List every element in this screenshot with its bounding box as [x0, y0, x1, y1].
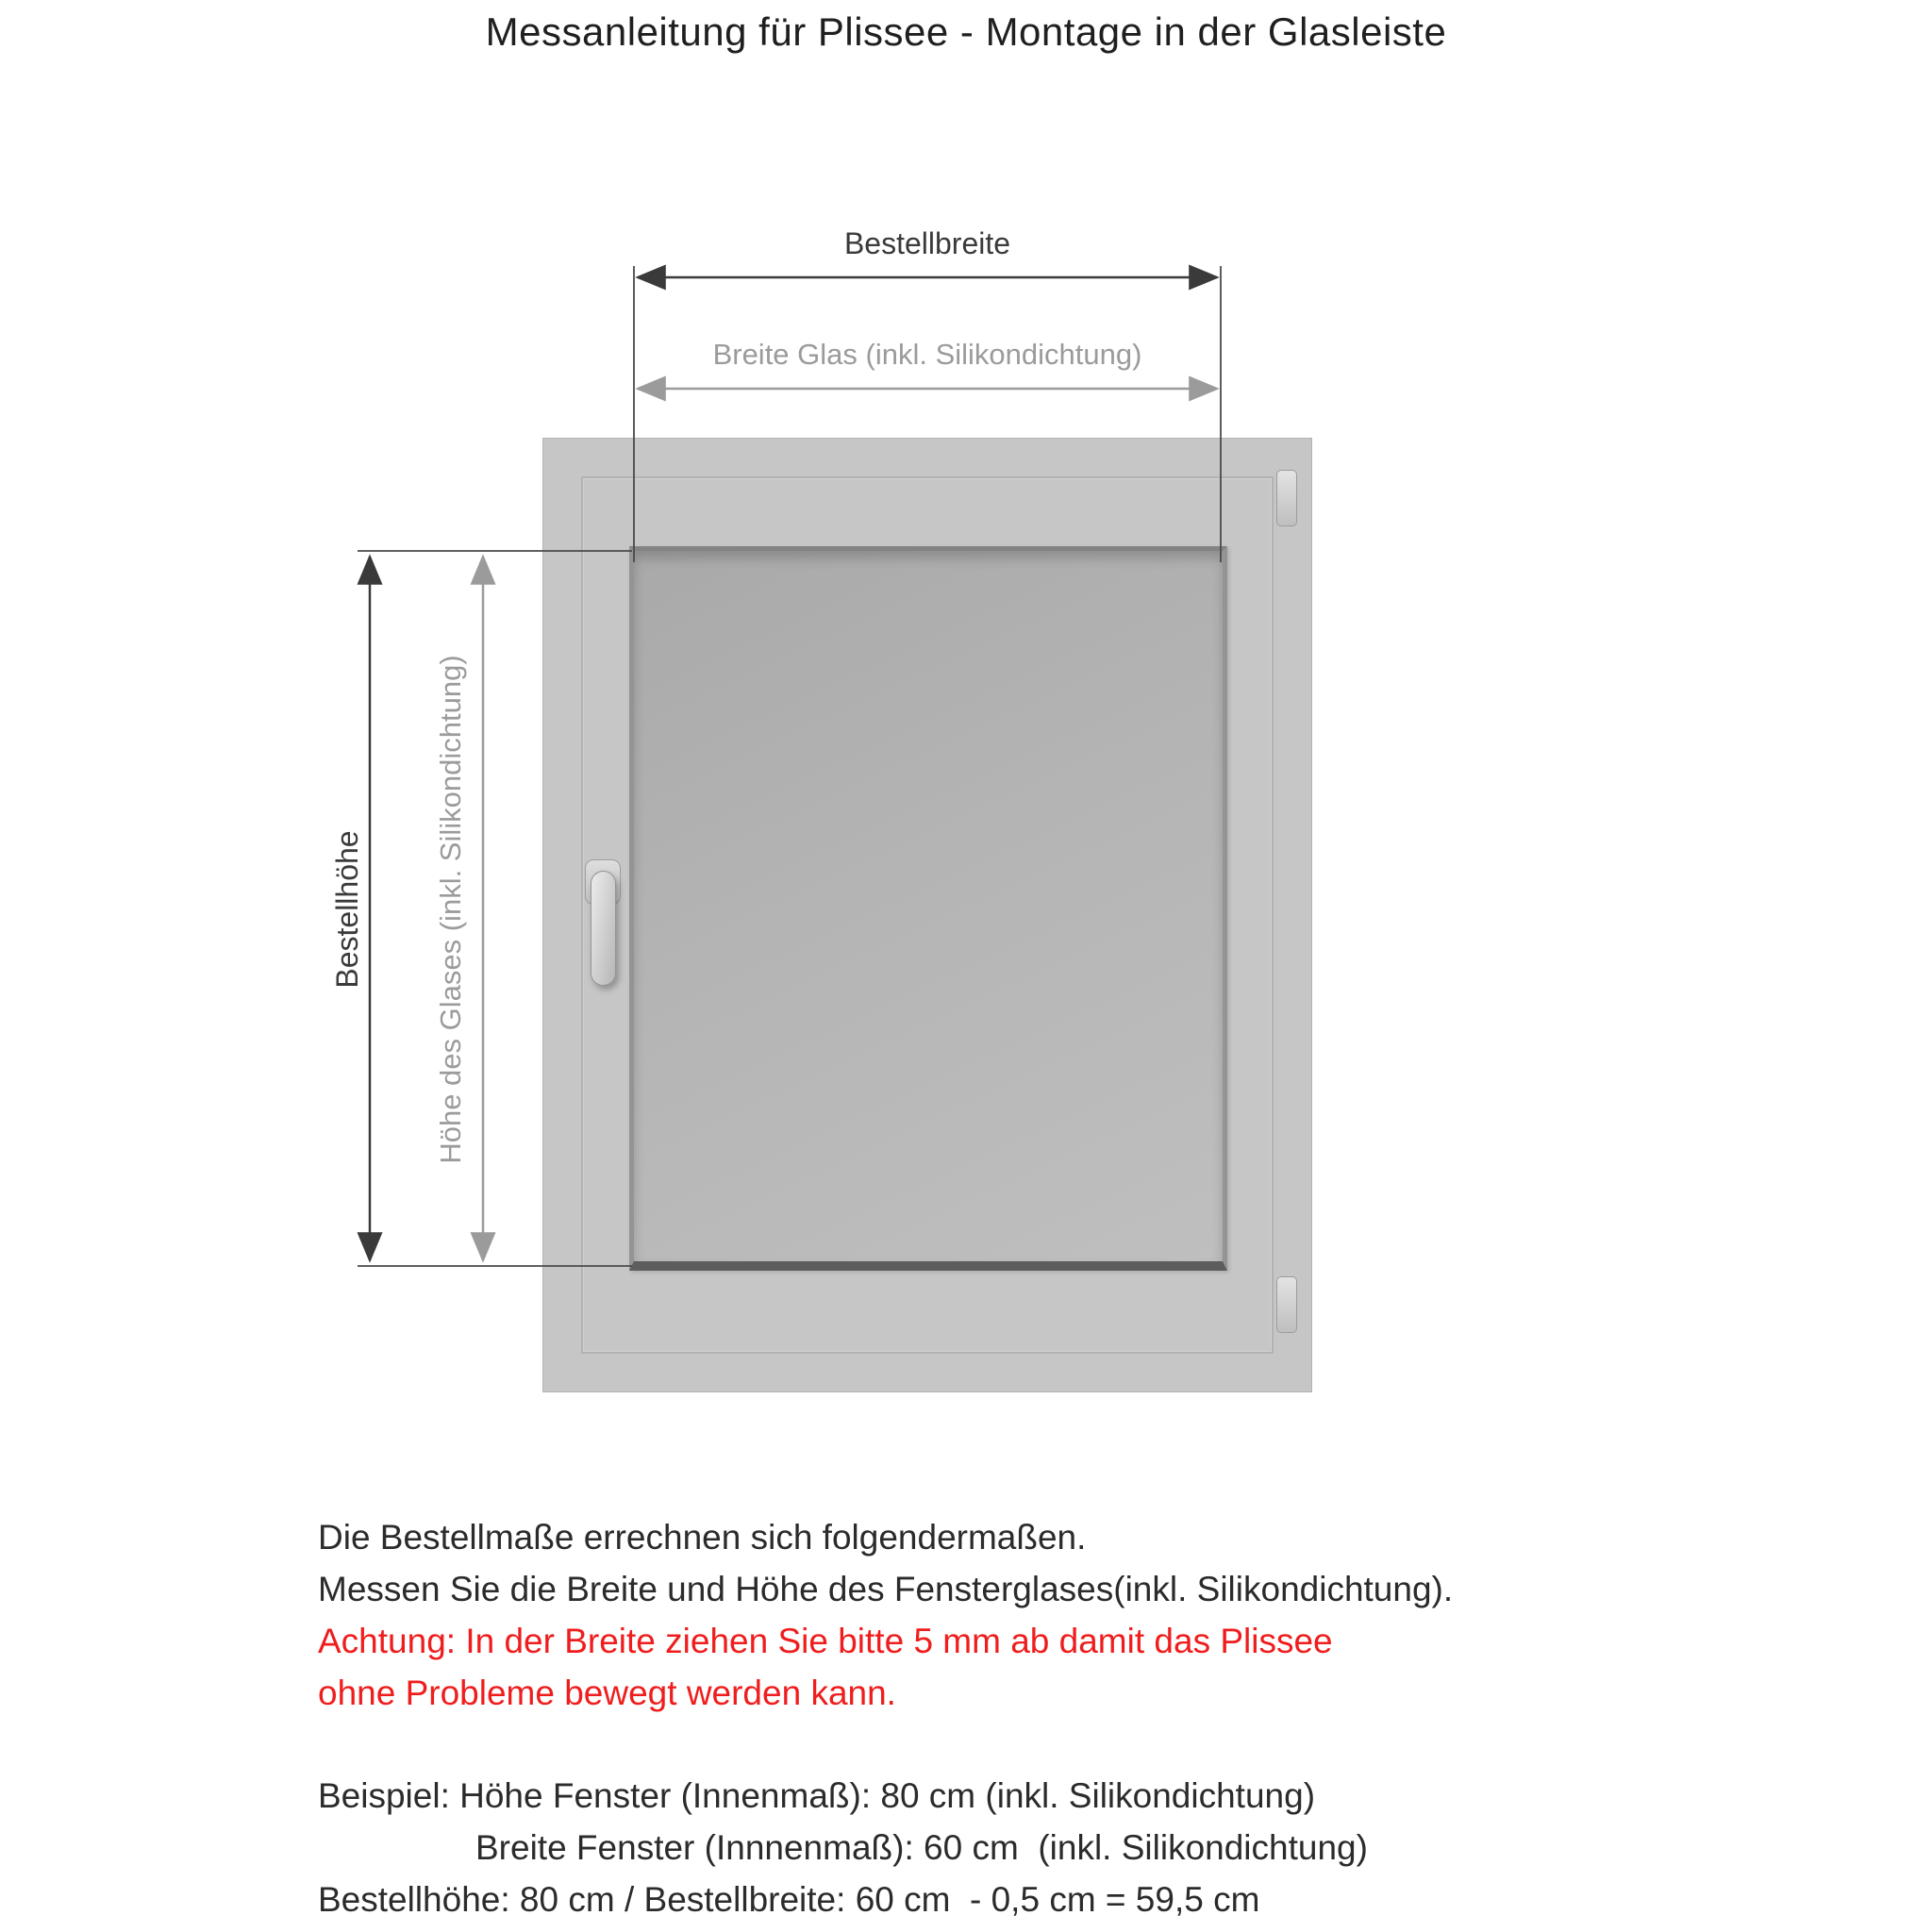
- order-height-label: Bestellhöhe: [330, 830, 364, 989]
- instruction-line-2: Messen Sie die Breite und Höhe des Fensterglases(inkl. Silikondichtung).: [318, 1570, 1454, 1608]
- page-title: Messanleitung für Plissee - Montage in der Glasleiste: [485, 9, 1447, 54]
- window-glass: [629, 546, 1227, 1271]
- example-block: [318, 1770, 1368, 1925]
- glass-width-label: Breite Glas (inkl. Silikondichtung): [712, 338, 1142, 371]
- example-line-3: Bestellhöhe: 80 cm / Bestellbreite: 60 cm - 0,5 cm = 59,5 cm: [318, 1880, 1260, 1919]
- example-line-2: Breite Fenster (Innnenmaß): 60 cm (inkl. Silikondichtung): [475, 1828, 1368, 1867]
- instructions-block: [318, 1511, 1453, 1719]
- warning-line-2: ohne Probleme bewegt werden kann.: [318, 1674, 896, 1712]
- window-handle-icon: [591, 871, 616, 986]
- hinge-bottom-icon: [1276, 1276, 1297, 1333]
- window-frame: [542, 438, 1312, 1392]
- glass-height-label: Höhe des Glases (inkl. Silikondichtung): [434, 655, 467, 1164]
- warning-line-1: Achtung: In der Breite ziehen Sie bitte 5 mm ab damit das Plissee: [318, 1622, 1333, 1660]
- instruction-line-1: Die Bestellmaße errechnen sich folgendermaßen.: [318, 1518, 1087, 1557]
- example-line-1: Beispiel: Höhe Fenster (Innenmaß): 80 cm (inkl. Silikondichtung): [318, 1776, 1316, 1815]
- hinge-top-icon: [1276, 470, 1297, 526]
- order-width-label: Bestellbreite: [843, 226, 1011, 260]
